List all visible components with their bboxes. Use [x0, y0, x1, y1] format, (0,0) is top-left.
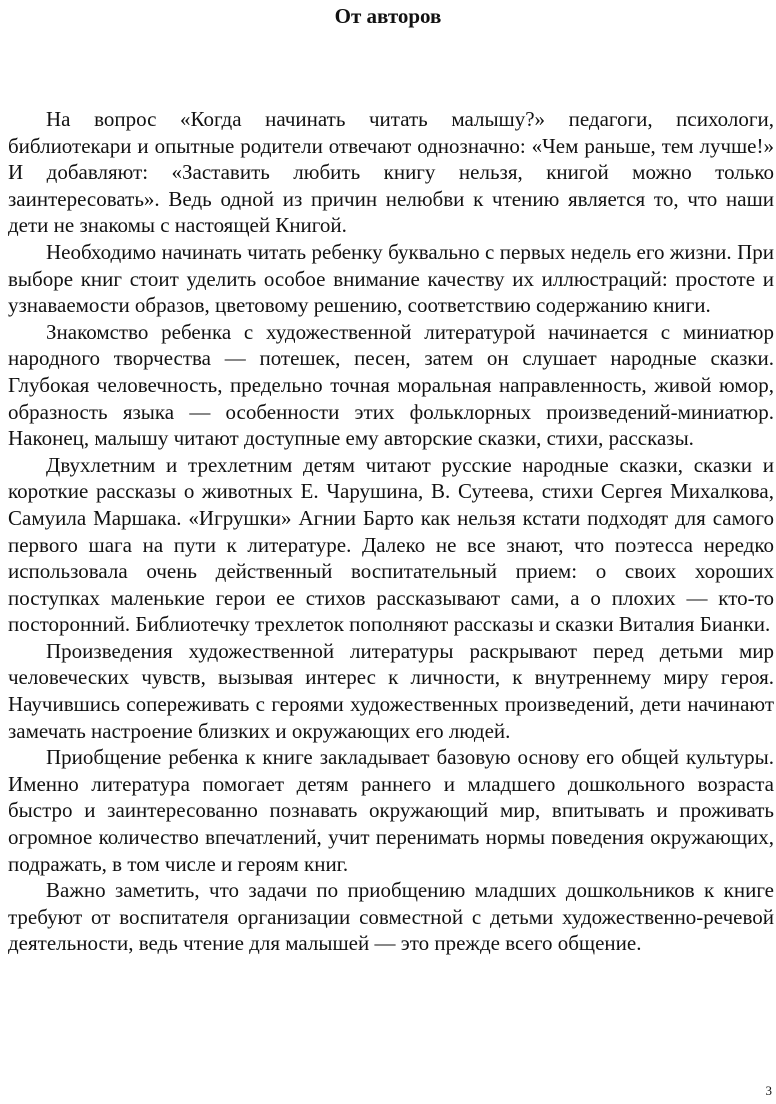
paragraph-4: Двухлетним и трехлетним детям читают русские народные сказки, сказки и короткие рассказы о животных Е. Чарушина, В. Сутеева, стихи Сергея Михалкова, Самуила Маршака. «Игрушки» Агнии Барто как нельзя кстати подходят для самого первого шага на пути к литературе. Далеко не все знают, что поэтесса нередко использовала очень действенный воспитательный прием: о своих хороших поступках маленькие герои ее стихов рассказывают сами, а о плохих — кто-то посторонний. Библиотечку трехлеток пополняют рассказы и сказки Виталия Бианки.	[8, 452, 774, 637]
paragraph-5: Произведения художественной литературы раскрывают перед детьми мир человеческих чувств, вызывая интерес к личности, к внутреннему миру героя. Научившись сопереживать с героями художественных произведений, дети начинают замечать настроение близких и окружающих его людей.	[8, 638, 774, 743]
page-number: 3	[765, 1083, 772, 1098]
paragraph-3: Знакомство ребенка с художественной литературой начинается с миниатюр народного творчества — потешек, песен, затем он слушает народные сказки. Глубокая человечность, предельно точная моральная направленность, живой юмор, образность языка — особенности этих фольклорных произведений-миниатюр. Наконец, малышу читают доступные ему авторские сказки, стихи, рассказы.	[8, 319, 774, 451]
paragraph-2: Необходимо начинать читать ребенку буквально с первых недель его жизни. При выборе книг стоит уделить особое внимание качеству их иллюстраций: простоте и узнаваемости образов, цветовому решению, соответствию содержанию книги.	[8, 239, 774, 318]
paragraph-7: Важно заметить, что задачи по приобщению младших дошкольников к книге требуют от воспитателя организации совместной с детьми художественно-речевой деятельности, ведь чтение для малышей — это прежде всего общение.	[8, 878, 774, 956]
paragraph-1: На вопрос «Когда начинать читать малышу?» педагоги, психологи, библиотекари и опытные родители отвечают однозначно: «Чем раньше, тем лучше!» И добавляют: «Заставить любить книгу нельзя, книгой можно только заинтересовать». Ведь одной из причин нелюбви к чтению является то, что наши дети не знакомы с настоящей Книгой.	[8, 107, 774, 238]
page-title: От авторов	[334, 4, 442, 28]
paragraph-6: Приобщение ребенка к книге закладывает базовую основу его общей культуры. Именно литература помогает детям раннего и младшего дошкольного возраста быстро и заинтересованно познавать окружающий мир, впитывать и проживать огромное количество впечатлений, учит перенимать нормы поведения окружающих, подражать, в том числе и героям книг.	[8, 745, 774, 876]
body-text	[8, 106, 774, 957]
